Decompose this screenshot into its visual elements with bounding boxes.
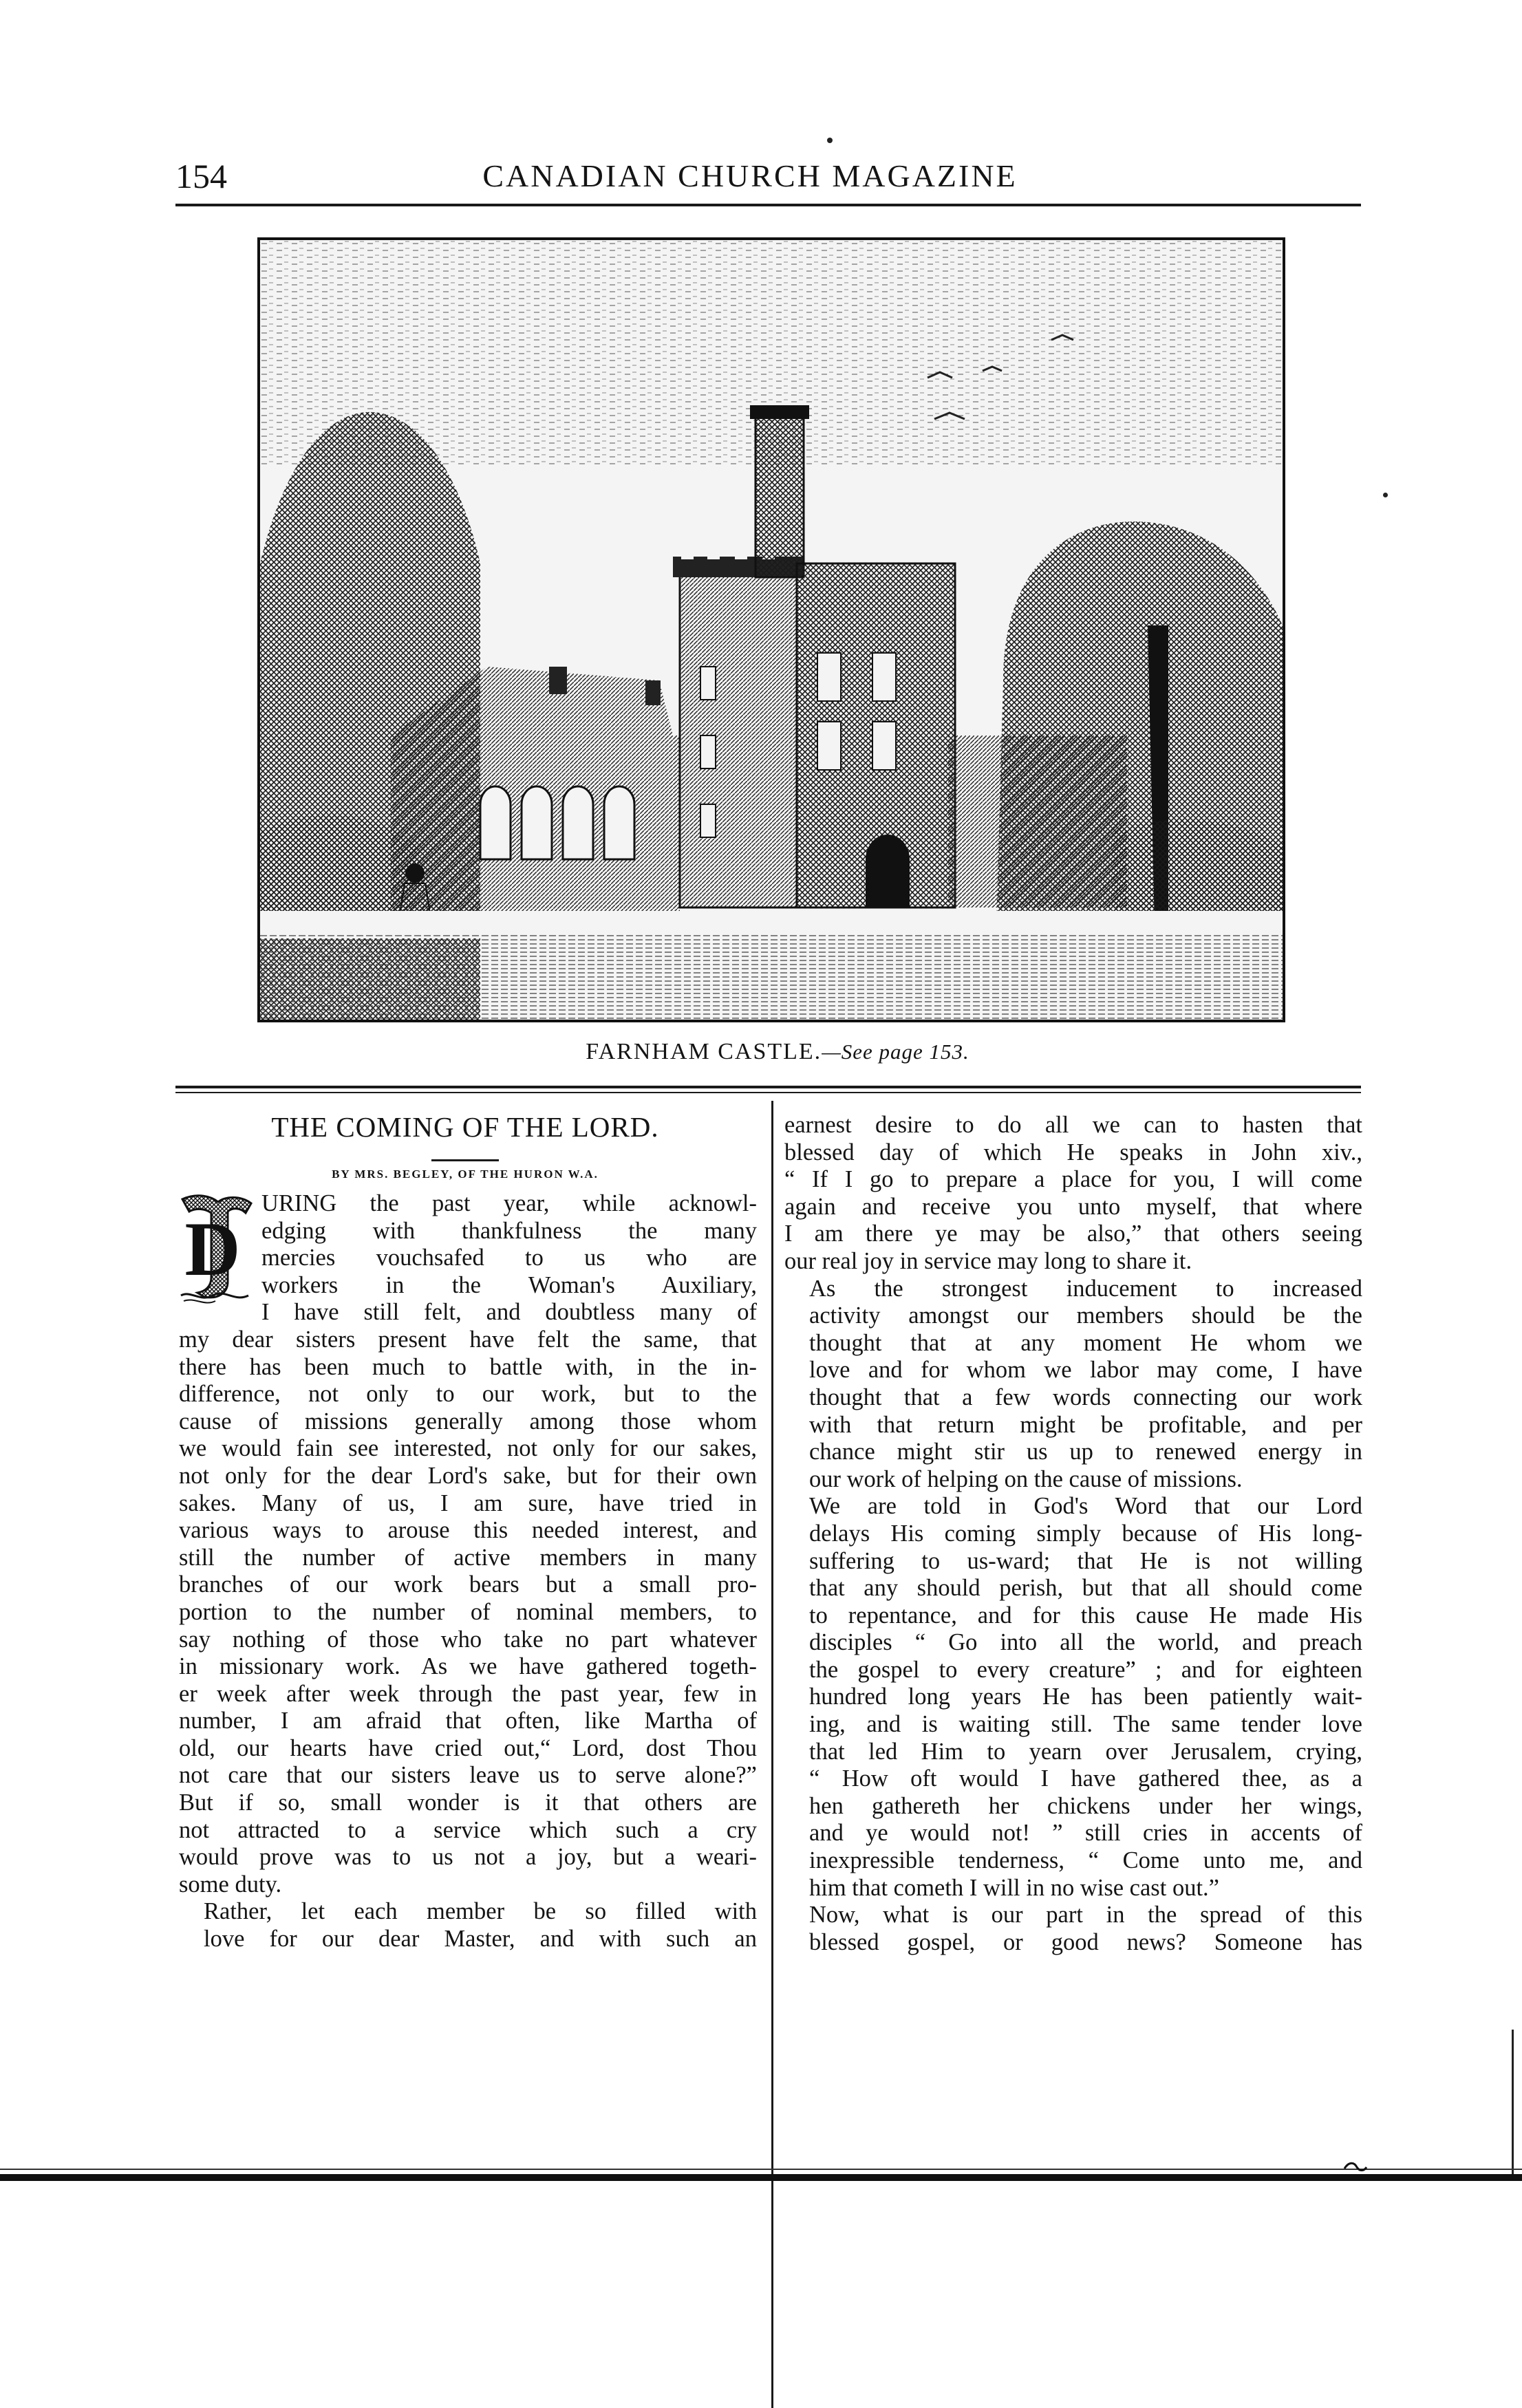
text-line: edging with thankfulness the many <box>261 1217 757 1244</box>
text-line: our real joy in service may long to share it. <box>784 1247 1192 1274</box>
text-line: difference, not only to our work, but to the <box>179 1381 757 1408</box>
text-line: sakes. Many of us, I am sure, have tried in <box>179 1490 757 1516</box>
text-line: still the number of active members in many <box>179 1544 757 1571</box>
paragraph <box>784 1493 1362 1902</box>
caption-title: FARNHAM CASTLE. <box>586 1039 822 1064</box>
text-line: in missionary work. As we have gathered togeth- <box>179 1653 757 1680</box>
text-line: not attracted to a service which such a cry <box>179 1816 757 1843</box>
text-line: URING the past year, while acknowl- <box>261 1190 757 1216</box>
title-rule <box>431 1159 499 1161</box>
text-line: not care that our sisters leave us to serve alone?” <box>179 1762 757 1789</box>
text-line: hen gathereth her chickens under her wings, <box>809 1792 1362 1819</box>
paragraph <box>179 1190 757 1326</box>
printer-mark <box>1342 2160 1369 2174</box>
text-line: old, our hearts have cried out,“ Lord, dost Thou <box>179 1734 757 1761</box>
text-line: say nothing of those who take no part whatever <box>179 1626 757 1653</box>
paragraph <box>784 1902 1362 1956</box>
text-line: inexpressible tenderness, “ Come unto me, and <box>809 1847 1362 1874</box>
text-line: Now, what is our part in the spread of this <box>809 1902 1362 1928</box>
paragraph <box>179 1898 757 1953</box>
left-column <box>179 1190 757 1953</box>
text-line: chance might stir us up to renewed energy in <box>809 1439 1362 1465</box>
text-line: our work of helping on the cause of missions. <box>809 1465 1243 1492</box>
text-line: thought that a few words connecting our work <box>809 1384 1362 1410</box>
text-line: As the strongest inducement to increased <box>809 1275 1362 1302</box>
text-line: the gospel to every creature” ; and for eighteen <box>809 1656 1362 1683</box>
running-head: CANADIAN CHURCH MAGAZINE <box>482 158 1018 193</box>
text-line: love and for whom we labor may come, I have <box>809 1357 1362 1384</box>
ink-speck <box>1383 493 1388 497</box>
text-line: him that cometh I will in no wise cast out.” <box>809 1874 1219 1901</box>
text-line: delays His coming simply because of His long- <box>809 1520 1362 1547</box>
article-byline: BY MRS. BEGLEY, OF THE HURON W.A. <box>332 1168 599 1181</box>
paragraph <box>179 1326 757 1898</box>
text-line: Rather, let each member be so filled with <box>204 1898 757 1925</box>
article-title: THE COMING OF THE LORD. <box>271 1111 659 1143</box>
illustration-caption <box>537 1039 1018 1065</box>
text-line: blessed day of which He speaks in John xiv., <box>784 1139 1362 1165</box>
text-line: “ If I go to prepare a place for you, I will come <box>784 1166 1362 1193</box>
text-line: would prove was to us not a joy, but a weari- <box>179 1844 757 1871</box>
text-line: branches of our work bears but a small pro- <box>179 1571 757 1598</box>
text-line: er week after week through the past year, few in <box>179 1680 757 1707</box>
text-line: suffering to us-ward; that He is not willing <box>809 1547 1362 1574</box>
text-line: blessed gospel, or good news? Someone has <box>809 1928 1362 1955</box>
text-line: workers in the Woman's Auxiliary, <box>261 1271 757 1298</box>
text-line: some duty. <box>179 1871 282 1898</box>
page-number: 154 <box>175 157 227 195</box>
text-line: I am there ye may be also,” that others seeing <box>784 1221 1362 1247</box>
text-line: mercies vouchsafed to us who are <box>261 1245 757 1271</box>
text-line: hundred long years He has been patiently wait- <box>809 1684 1362 1710</box>
text-line: again and receive you unto myself, that where <box>784 1193 1362 1220</box>
text-line: and ye would not! ” still cries in accents of <box>809 1820 1362 1847</box>
text-line: earnest desire to do all we can to hasten that <box>784 1112 1362 1138</box>
text-line: not only for the dear Lord's sake, but for their own <box>179 1462 757 1489</box>
text-line: thought that at any moment He whom we <box>809 1329 1362 1356</box>
text-line: activity amongst our members should be the <box>809 1302 1362 1329</box>
farnham-castle-engraving <box>257 237 1285 1022</box>
text-line: ing, and is waiting still. The same tender love <box>809 1711 1362 1738</box>
text-line: that led Him to yearn over Jerusalem, crying, <box>809 1738 1362 1765</box>
text-line: that any should perish, but that all should come <box>809 1575 1362 1602</box>
text-line: portion to the number of nominal members, to <box>179 1598 757 1625</box>
ink-speck <box>827 138 833 143</box>
text-line: various ways to arouse this needed interest, and <box>179 1517 757 1544</box>
section-rule <box>175 1086 1361 1088</box>
caption-page-reference: —See page 153. <box>822 1040 969 1064</box>
text-line: to repentance, and for this cause He made His <box>809 1602 1362 1628</box>
text-line: number, I am afraid that often, like Martha of <box>179 1708 757 1734</box>
header-rule <box>175 204 1361 206</box>
right-column <box>784 1112 1362 1956</box>
text-line: cause of missions generally among those whom <box>179 1408 757 1434</box>
text-line: with that return might be profitable, and per <box>809 1411 1362 1438</box>
text-line: “ How oft would I have gathered thee, as a <box>809 1765 1362 1792</box>
paragraph <box>784 1112 1362 1276</box>
text-line: We are told in God's Word that our Lord <box>809 1493 1362 1520</box>
text-line: my dear sisters present have felt the same, that <box>179 1326 757 1353</box>
text-line: love for our dear Master, and with such an <box>204 1926 757 1953</box>
paragraph <box>784 1276 1362 1494</box>
scan-edge-line <box>1512 2030 1514 2174</box>
section-rule <box>175 1092 1361 1093</box>
column-divider <box>771 1101 773 2408</box>
text-line: there has been much to battle with, in the in- <box>179 1353 757 1380</box>
scan-bottom-bar <box>0 2174 1522 2181</box>
drop-cap-letter: D <box>184 1207 241 1292</box>
text-line: we would fain see interested, not only for our sakes, <box>179 1435 757 1462</box>
scan-bottom-line <box>0 2169 1522 2170</box>
text-line: I have still felt, and doubtless many of <box>261 1299 757 1326</box>
text-line: But if so, small wonder is it that others are <box>179 1789 757 1816</box>
text-line: disciples “ Go into all the world, and preach <box>809 1629 1362 1656</box>
